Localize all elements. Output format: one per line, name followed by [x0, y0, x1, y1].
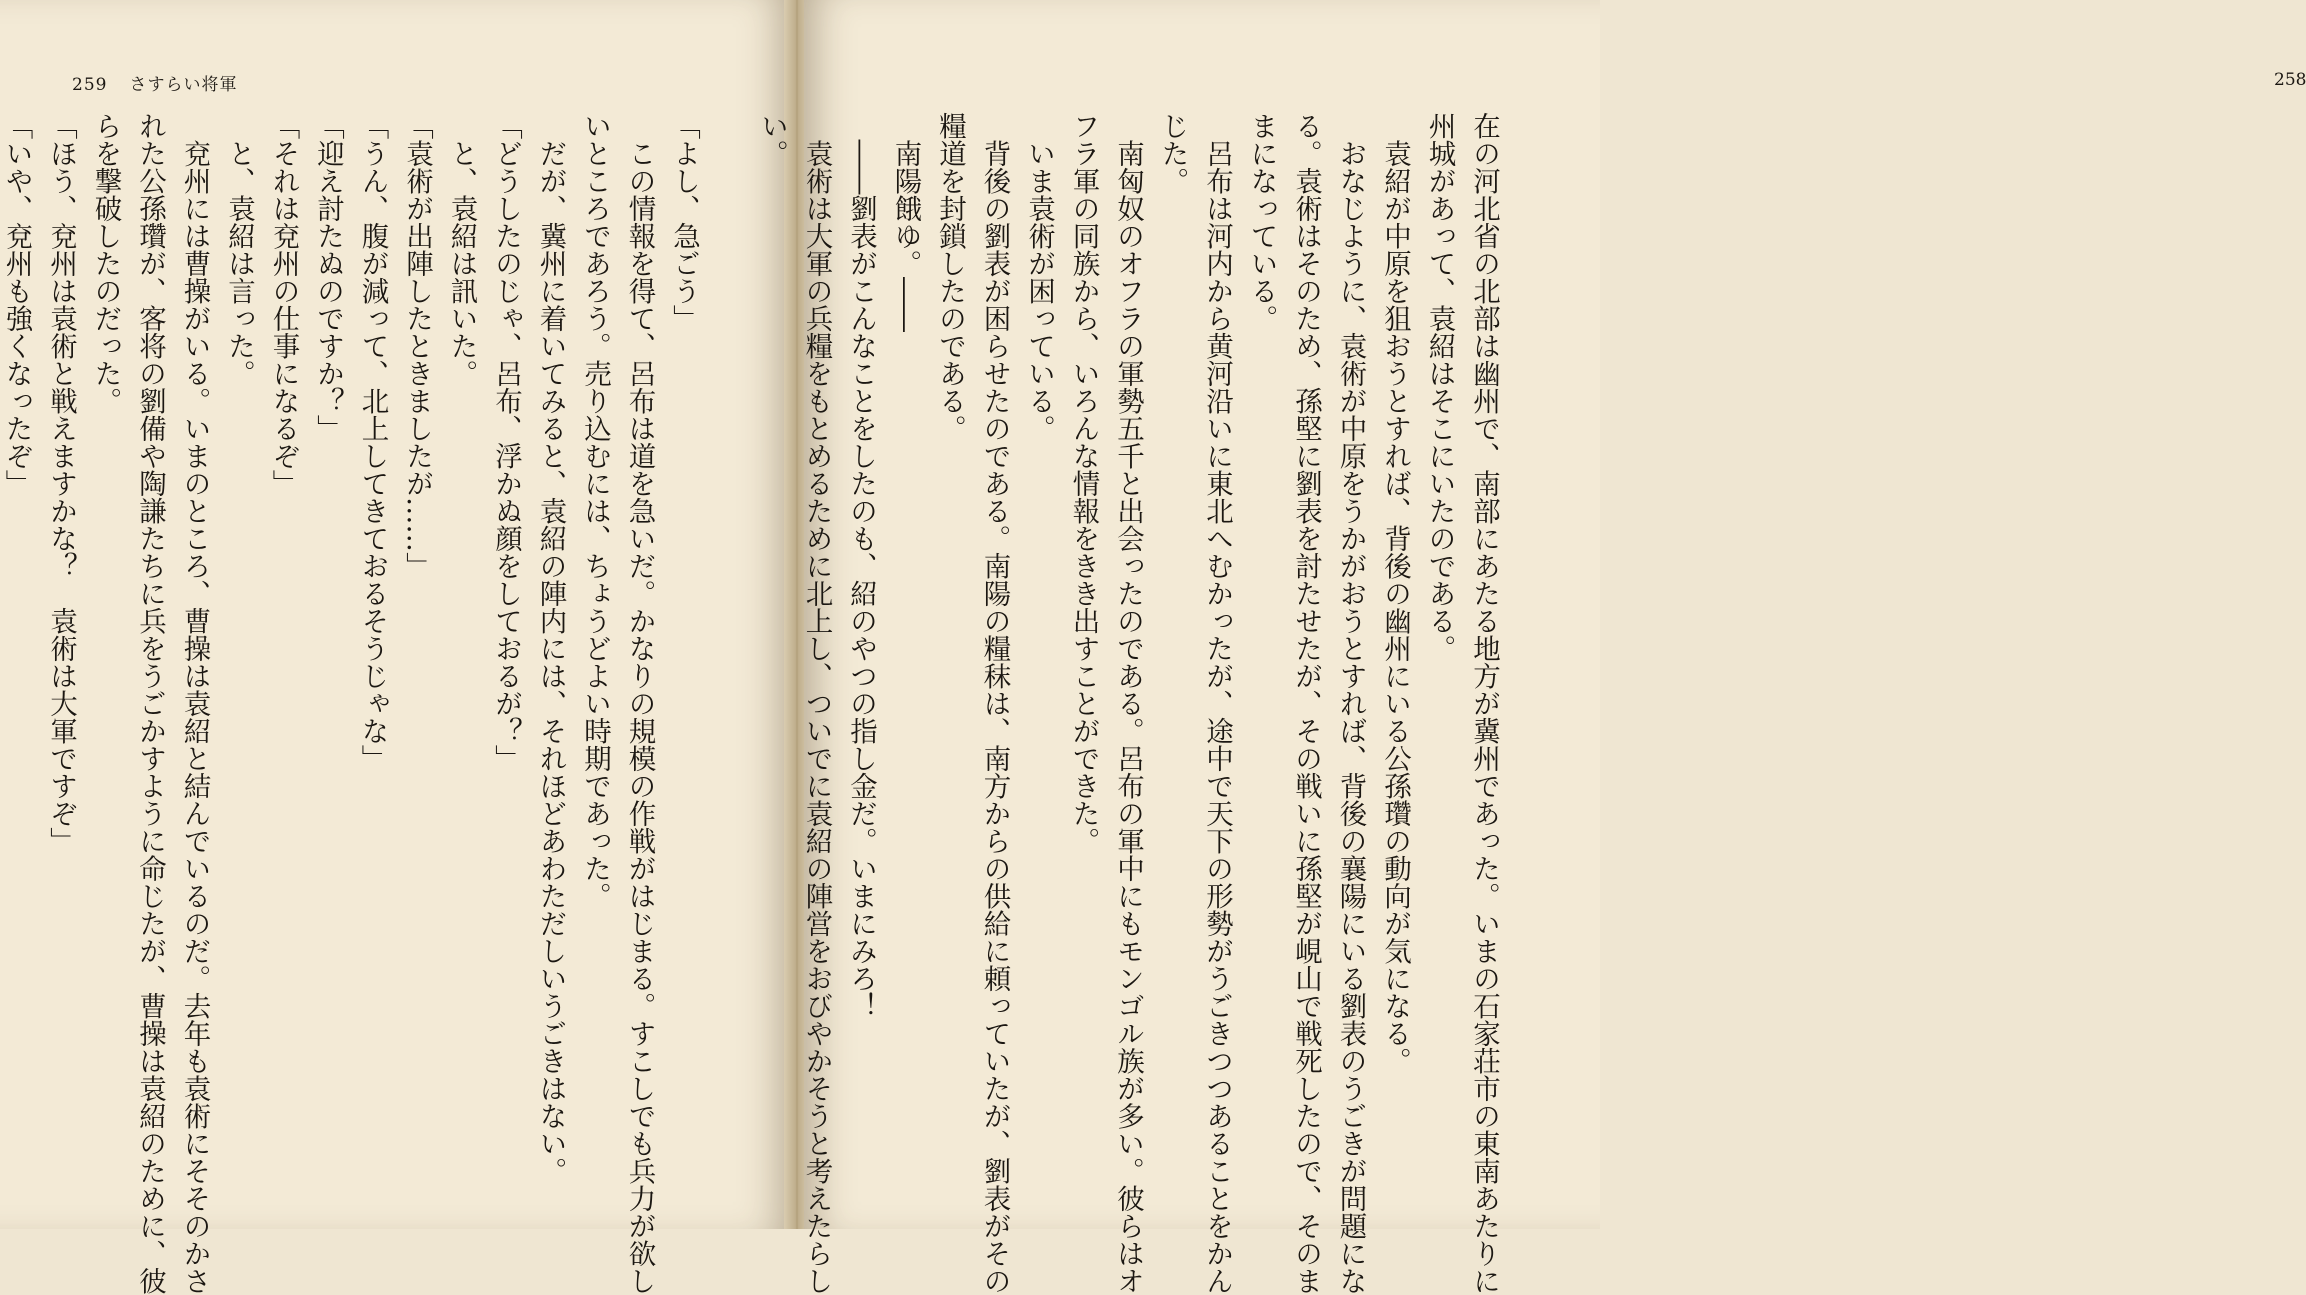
- right-page-body: [756, 112, 1506, 1295]
- right-page-number: 258: [2274, 70, 2306, 90]
- text-line: 在の河北省の北部は幽州で、南部にあたる地方が冀州であった。いまの石家荘市の東南あたりに: [1468, 112, 1500, 1295]
- text-line: この情報を得て、呂布は道を急いだ。かなりの規模の作戦がはじまる。すこしでも兵力が欲し: [623, 112, 656, 1295]
- text-line: いま袁術が困っている。: [1023, 112, 1055, 442]
- text-line: 糧道を封鎖したのである。: [934, 112, 966, 442]
- text-line: まになっている。: [1245, 112, 1278, 332]
- text-line: だが、冀州に着いてみると、袁紹の陣内には、それほどあわただしいうごきはない。: [534, 112, 567, 1185]
- text-line: 「どうしたのじゃ、呂布、浮かぬ顔をしておるが？」: [490, 112, 522, 772]
- text-line: 州城があって、袁紹はそこにいたのである。: [1423, 112, 1456, 662]
- text-line: じた。: [1156, 112, 1189, 195]
- text-line: 「迎え討たぬのですか？」: [312, 112, 344, 442]
- text-line: 「いや、兗州も強くなったぞ」: [0, 112, 33, 497]
- left-page: [0, 0, 790, 1295]
- text-line: い。: [756, 112, 788, 167]
- text-line: 「袁術が出陣したときましたが……」: [401, 112, 433, 580]
- text-line: おなじように、袁術が中原をうかがおうとすれば、背後の襄陽にいる劉表のうごきが問題にな: [1334, 112, 1367, 1295]
- text-line: と、袁紹は訊いた。: [445, 112, 478, 387]
- text-line: いところであろう。売り込むには、ちょうどよい時期であった。: [579, 112, 611, 910]
- left-page-body: [0, 112, 706, 1295]
- text-line: 南陽餓ゆ。――: [889, 112, 922, 332]
- text-line: 兗州には曹操がいる。いまのところ、曹操は袁紹と結んでいるのだ。去年も袁術にそそのかさ: [178, 112, 211, 1295]
- running-head: さすらい将軍: [129, 75, 238, 95]
- left-page-header: [72, 70, 237, 95]
- text-line: 「うん、腹が減って、北上してきておるそうじゃな」: [356, 112, 389, 772]
- text-line: ――劉表がこんなことをしたのも、紹のやつの指し金だ。いまにみろ！: [845, 112, 877, 1020]
- text-line: と、袁紹は言った。: [223, 112, 255, 387]
- text-line: 袁術は大軍の兵糧をもとめるために北上し、ついでに袁紹の陣営をおびやかそうと考えたらし: [800, 112, 833, 1295]
- text-line: れた公孫瓚が、客将の劉備や陶謙たちに兵をうごかすように命じたが、曹操は袁紹のために、彼: [134, 112, 166, 1295]
- left-page-number: 259: [72, 75, 108, 95]
- text-line: 袁紹が中原を狙おうとすれば、背後の幽州にいる公孫瓚の動向が気になる。: [1379, 112, 1411, 1075]
- text-line: 「よし、急ごう」: [668, 112, 700, 332]
- text-line: 南匈奴のオフラの軍勢五千と出会ったのである。呂布の軍中にもモンゴル族が多い。彼らはオ: [1112, 112, 1144, 1295]
- text-line: 「それは兗州の仕事になるぞ」: [267, 112, 300, 497]
- text-line: 呂布は河内から黄河沿いに東北へむかったが、途中で天下の形勢がうごきつつあることをかん: [1201, 112, 1233, 1295]
- right-page-header: [2274, 70, 2306, 90]
- text-line: 背後の劉表が困らせたのである。南陽の糧秣は、南方からの供給に頼っていたが、劉表がその: [978, 112, 1011, 1295]
- text-line: フラ軍の同族から、いろんな情報をきき出すことができた。: [1067, 112, 1100, 855]
- text-line: 「ほう、兗州は袁術と戦えますかな？ 袁術は大軍ですぞ」: [45, 112, 77, 855]
- text-line: らを撃破したのだった。: [89, 112, 122, 415]
- text-line: る。袁術はそのため、孫堅に劉表を討たせたが、その戦いに孫堅が峴山で戦死したので、そのま: [1290, 112, 1322, 1295]
